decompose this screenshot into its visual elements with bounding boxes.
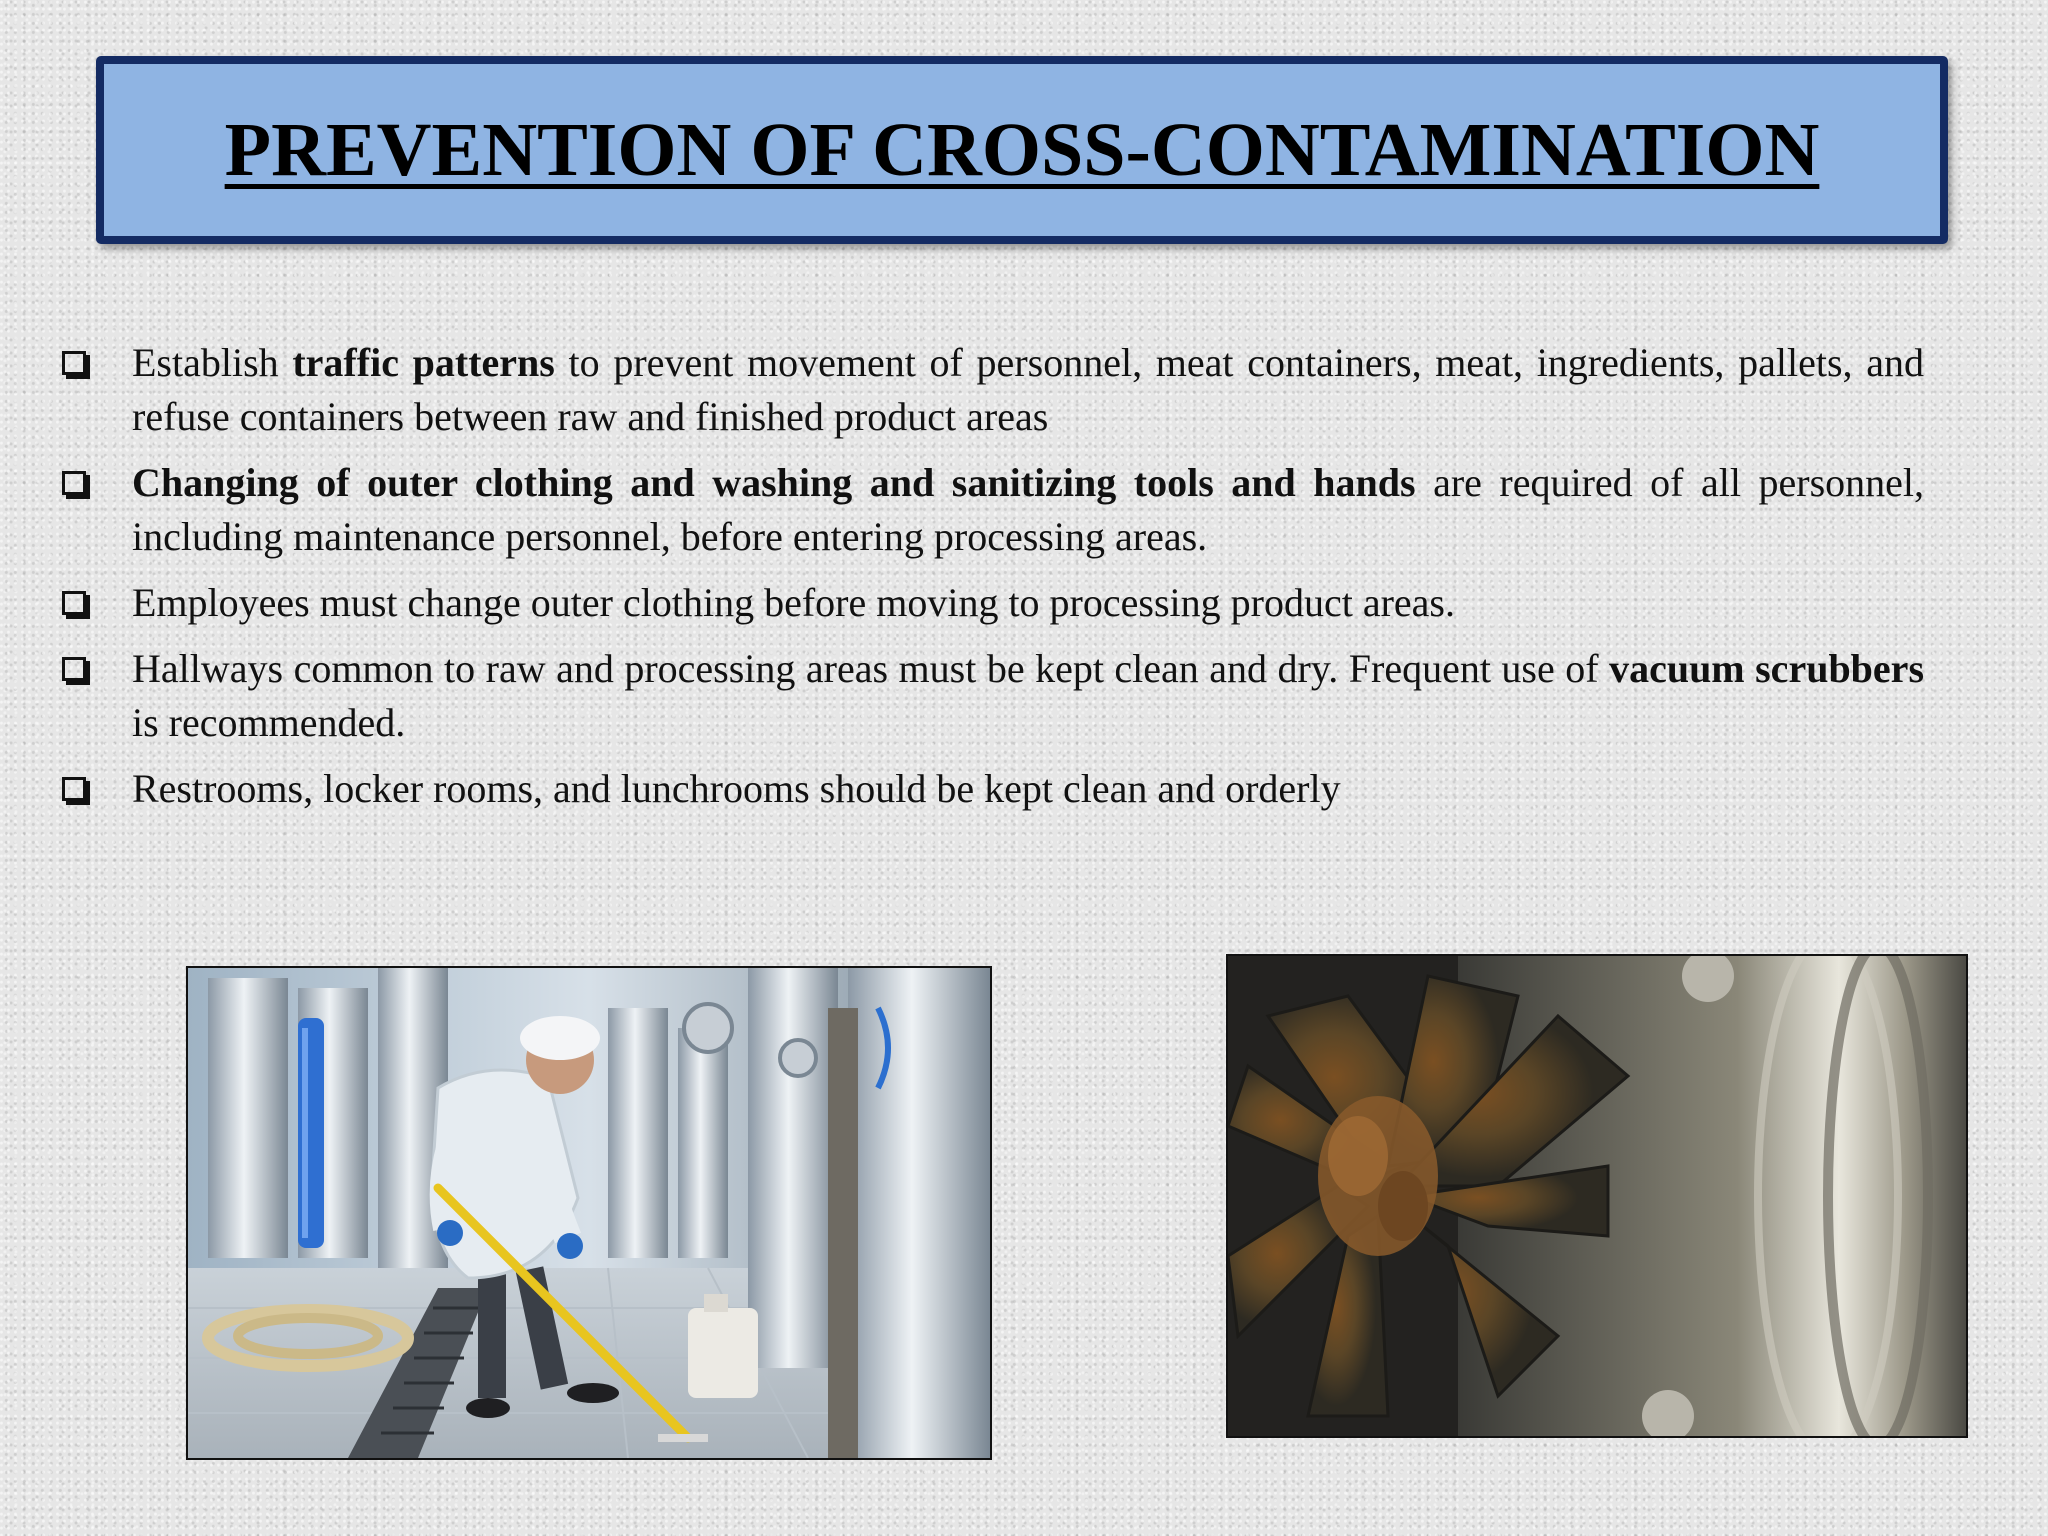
bullet-text-post: to prevent movement of personnel, meat containers, meat, ingredients, pallets, and refuse containers between raw and finished product areas bbox=[132, 340, 1924, 439]
bullet-text-bold: traffic patterns bbox=[292, 340, 555, 385]
rusty-blade-illustration bbox=[1228, 956, 1966, 1436]
bullet-text-pre: Restrooms, locker rooms, and lunchrooms should be kept clean and orderly bbox=[132, 766, 1341, 811]
worker-cleaning-photo bbox=[186, 966, 992, 1460]
bullet-text-post: are required of all personnel, including maintenance personnel, before entering processing areas. bbox=[132, 460, 1925, 559]
dirty-equipment-photo bbox=[1226, 954, 1968, 1438]
worker-cleaning-illustration bbox=[188, 968, 990, 1458]
checkbox-bullet-icon bbox=[62, 471, 86, 495]
bullet-text-post: is recommended. bbox=[132, 700, 406, 745]
bullet-item bbox=[56, 762, 1924, 816]
bullet-text-pre: Hallways common to raw and processing areas must be kept clean and dry. Frequent use of bbox=[132, 646, 1610, 691]
checkbox-bullet-icon bbox=[62, 777, 86, 801]
bullet-text-pre: Establish bbox=[132, 340, 293, 385]
bullet-item bbox=[56, 456, 1924, 564]
bullet-item bbox=[56, 576, 1924, 630]
checkbox-bullet-icon bbox=[62, 657, 86, 681]
checkbox-bullet-icon bbox=[62, 351, 86, 375]
bullet-item bbox=[56, 642, 1924, 750]
bullet-list bbox=[56, 336, 1924, 828]
checkbox-bullet-icon bbox=[62, 591, 86, 615]
bullet-text-bold: Changing of outer clothing and washing and sanitizing tools and hands bbox=[132, 460, 1416, 505]
slide-title: PREVENTION OF CROSS-CONTAMINATION bbox=[224, 107, 1820, 192]
title-banner bbox=[96, 56, 1948, 244]
bullet-text-bold: vacuum scrubbers bbox=[1609, 646, 1925, 691]
bullet-item bbox=[56, 336, 1924, 444]
bullet-text-pre: Employees must change outer clothing before moving to processing product areas. bbox=[132, 580, 1455, 625]
